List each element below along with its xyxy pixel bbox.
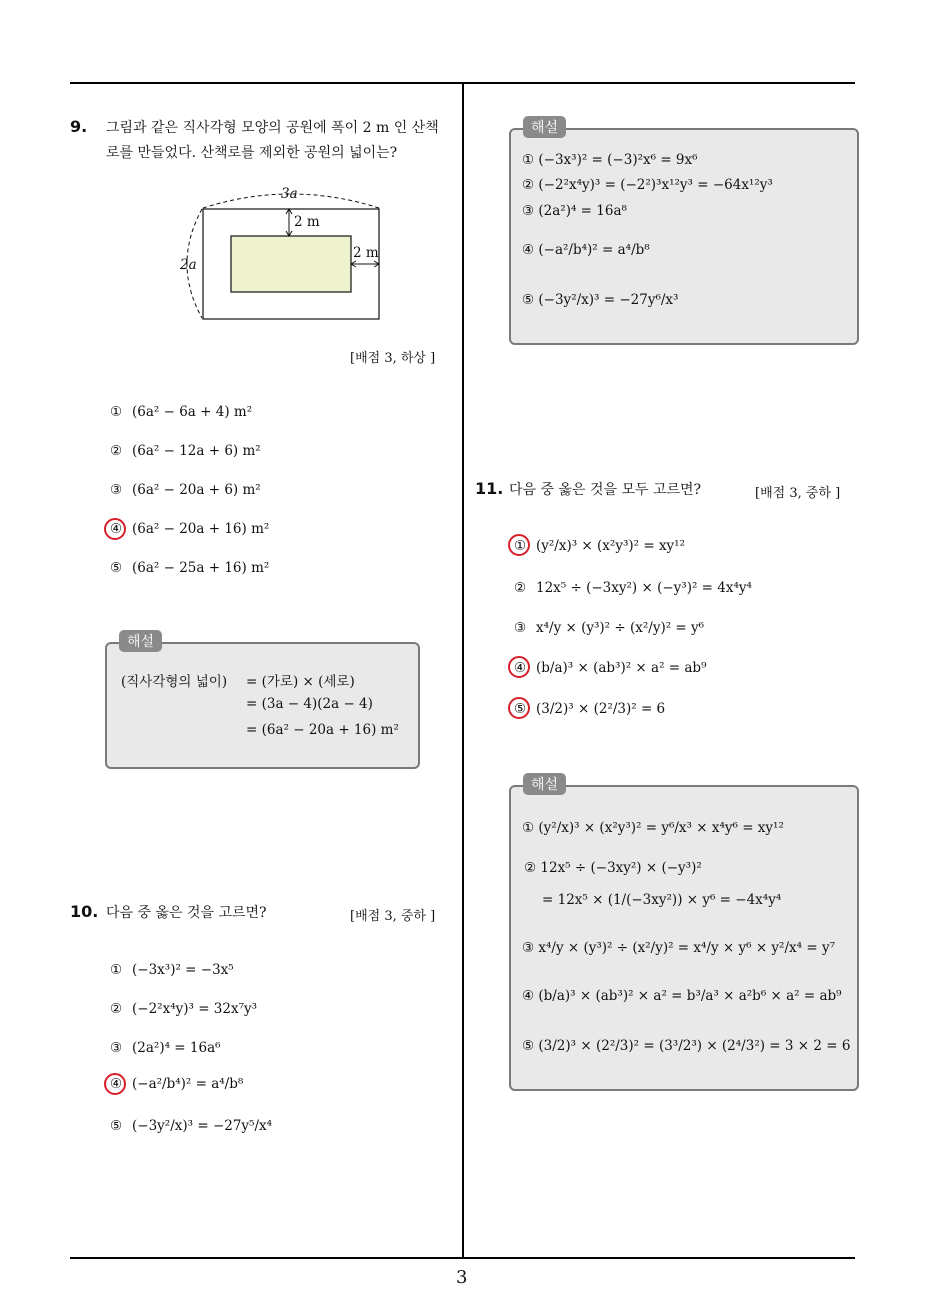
q9-label-top: 3a xyxy=(281,186,298,202)
q11-sol-line4: ③ x⁴/y × (y³)² ÷ (x²/y)² = x⁴/y × y⁶ × y²/x⁴ = y⁷ xyxy=(522,940,835,956)
q11-choice-1[interactable]: ① (y²/x)³ × (x²y³)² = xy¹² xyxy=(514,538,686,554)
q10-choice-5[interactable]: ⑤ (−3y²/x)³ = −27y⁵/x⁴ xyxy=(110,1118,273,1134)
q9-label-left: 2a xyxy=(180,257,197,273)
q10-choice-1[interactable]: ① (−3x³)² = −3x⁵ xyxy=(110,962,234,978)
q9-choice-3[interactable]: ③ (6a² − 20a + 6) m² xyxy=(110,482,261,498)
q11-choice-4[interactable]: ④ (b/a)³ × (ab³)² × a² = ab⁹ xyxy=(514,660,707,676)
q10-choice-2[interactable]: ② (−2²x⁴y)³ = 32x⁷y³ xyxy=(110,1001,258,1017)
q11-text: 다음 중 옳은 것을 모두 고르면? xyxy=(509,482,702,498)
q10-solution-tag: 해설 xyxy=(523,116,566,138)
park-inner-rect xyxy=(231,236,351,292)
footer-rule xyxy=(70,1257,855,1259)
q9-label-inner-right: 2 m xyxy=(353,245,379,261)
q10-sol-line1: ① (−3x³)² = (−3)²x⁶ = 9x⁶ xyxy=(522,152,698,168)
q11-number: 11. xyxy=(475,479,504,498)
q9-number: 9. xyxy=(70,117,88,136)
q11-choice-2[interactable]: ② 12x⁵ ÷ (−3xy²) × (−y³)² = 4x⁴y⁴ xyxy=(514,580,752,596)
q9-choice-1[interactable]: ① (6a² − 6a + 4) m² xyxy=(110,404,253,420)
q9-label-inner-top: 2 m xyxy=(294,214,320,230)
q9-text-line2: 로를 만들었다. 산책로를 제외한 공원의 넓이는? xyxy=(106,145,398,161)
q10-choice-3[interactable]: ③ (2a²)⁴ = 16a⁶ xyxy=(110,1040,221,1056)
q9-sol-line3: = (6a² − 20a + 16) m² xyxy=(246,722,399,738)
q10-sol-line3: ③ (2a²)⁴ = 16a⁸ xyxy=(522,203,627,219)
q11-sol-line5: ④ (b/a)³ × (ab³)² × a² = b³/a³ × a²b⁶ × a² = ab⁹ xyxy=(522,988,842,1004)
q9-solution-tag: 해설 xyxy=(119,630,162,652)
q10-sol-line5: ⑤ (−3y²/x)³ = −27y⁶/x³ xyxy=(522,292,679,308)
q11-sol-line2: ② 12x⁵ ÷ (−3xy²) × (−y³)² xyxy=(524,860,702,876)
q9-choice-5[interactable]: ⑤ (6a² − 25a + 16) m² xyxy=(110,560,270,576)
q11-sol-line1: ① (y²/x)³ × (x²y³)² = y⁶/x³ × x⁴y⁶ = xy¹² xyxy=(522,820,784,836)
q10-sol-line4: ④ (−a²/b⁴)² = a⁴/b⁸ xyxy=(522,242,650,258)
q9-text-line1: 그림과 같은 직사각형 모양의 공원에 폭이 2 m 인 산책 xyxy=(106,120,439,136)
q11-sol-line3: = 12x⁵ × (1/(−3xy²)) × y⁶ = −4x⁴y⁴ xyxy=(542,892,782,908)
q11-choice-3[interactable]: ③ x⁴/y × (y³)² ÷ (x²/y)² = y⁶ xyxy=(514,620,705,636)
q9-choice-2[interactable]: ② (6a² − 12a + 6) m² xyxy=(110,443,261,459)
q10-text: 다음 중 옳은 것을 고르면? xyxy=(106,905,267,921)
q11-sol-line6: ⑤ (3/2)³ × (2²/3)² = (3³/2³) × (2⁴/3²) = 3 × 2 = 6 xyxy=(522,1038,851,1054)
q9-level: [배점 3, 하상 ] xyxy=(350,351,436,366)
q11-solution-tag: 해설 xyxy=(523,773,566,795)
q9-sol-line2: = (3a − 4)(2a − 4) xyxy=(246,696,373,712)
q9-choice-4[interactable]: ④ (6a² − 20a + 16) m² xyxy=(110,521,270,537)
q9-sol-line1-right: = (가로) × (세로) xyxy=(246,674,355,690)
q10-sol-line2: ② (−2²x⁴y)³ = (−2²)³x¹²y³ = −64x¹²y³ xyxy=(522,177,773,193)
page-number: 3 xyxy=(456,1267,468,1288)
q10-choice-4[interactable]: ④ (−a²/b⁴)² = a⁴/b⁸ xyxy=(110,1076,244,1092)
q11-level: [배점 3, 중하 ] xyxy=(755,486,841,501)
q10-number: 10. xyxy=(70,902,99,921)
q10-level: [배점 3, 중하 ] xyxy=(350,909,436,924)
q9-sol-line1-left: (직사각형의 넓이) xyxy=(121,674,228,690)
q11-choice-5[interactable]: ⑤ (3/2)³ × (2²/3)² = 6 xyxy=(514,701,666,717)
